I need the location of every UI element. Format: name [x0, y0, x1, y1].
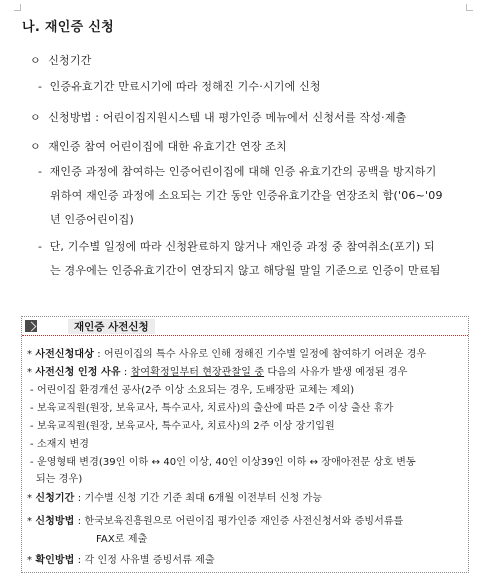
asterisk-marker: * — [27, 493, 33, 504]
bullet-text: 단, 기수별 일정에 따라 신청완료하지 않거나 재인증 과정 중 참여취소(포기) 되 — [49, 240, 435, 253]
box-line-method-cont: FAX로 제출 — [96, 534, 148, 545]
page-corner-mark — [466, 4, 473, 11]
asterisk-marker: * — [27, 516, 33, 527]
bullet-period — [30, 52, 92, 68]
bullet-marker: ㅇ — [30, 54, 41, 67]
note-icon — [25, 320, 37, 332]
extension-detail-5: 는 경우에는 인증유효기간이 연장되지 않고 해당월 말일 기준으로 인증이 만료됨 — [50, 264, 441, 277]
box-line-reason-2: - 보육교직원(원장, 보육교사, 특수교사, 치료사)의 출산에 따른 2주 이상 출산 휴가 — [30, 403, 394, 414]
dash-marker: - — [38, 165, 43, 178]
box-line-period — [27, 489, 322, 504]
asterisk-marker: * — [27, 367, 33, 378]
extension-detail-4 — [38, 238, 435, 254]
asterisk-marker: * — [27, 349, 33, 360]
bullet-method — [30, 109, 407, 125]
box-line-reason-5: - 운영형태 변경(39인 이하 ↔ 40인 이상, 40인 이상39인 이하 ↔ 장애아전문 상호 변동 — [30, 457, 416, 468]
item-label: 확인방법 — [35, 555, 75, 566]
box-line-reason-1: - 어린이집 환경개선 공사(2주 이상 소요되는 경우, 도배장판 교체는 제외) — [30, 385, 355, 396]
box-line-target — [27, 345, 426, 360]
item-text: : 각 인정 사유별 증빙서류 제출 — [74, 555, 215, 566]
extension-detail-3: 년 인증어린이집) — [50, 213, 134, 226]
item-text: : 한국보육진흥원으로 어린이집 평가인증 재인증 사전신청서와 증빙서류를 — [74, 516, 404, 527]
bullet-extension — [30, 138, 287, 154]
bullet-text: 신청기간 — [48, 54, 92, 67]
item-text: : 기수별 신청 기간 기준 최대 6개월 이전부터 신청 가능 — [74, 493, 323, 504]
extension-detail-1 — [38, 163, 436, 179]
box-line-reason-4: - 소재지 변경 — [30, 439, 90, 450]
bullet-marker: ㅇ — [30, 140, 41, 153]
item-text: : 어린이집의 특수 사유로 인해 정해진 기수별 일정에 참여하기 어려운 경우 — [93, 349, 427, 360]
item-label: 사전신청 인정 사유 — [35, 367, 121, 378]
box-line-confirm — [27, 551, 215, 566]
underlined-text: 참여확정일부터 현장관찰일 중 — [130, 367, 265, 378]
box-header — [22, 317, 468, 336]
asterisk-marker: * — [27, 555, 33, 566]
item-text: 다음의 사유가 발생 예정된 경우 — [264, 367, 408, 378]
bullet-marker: ㅇ — [30, 111, 41, 124]
box-line-reason-5-cont: 되는 경우) — [36, 474, 83, 485]
box-title: 재인증 사전신청 — [68, 319, 155, 334]
extension-detail-2: 위하여 재인증 과정에 소요되는 기간 동안 인증유효기간을 연장조치 함('06~'09 — [50, 189, 443, 202]
box-line-reasons — [27, 363, 407, 378]
bullet-text: 재인증 과정에 참여하는 인증어린이집에 대해 인증 유효기간의 공백을 방지하기 — [49, 165, 437, 178]
box-line-reason-3: - 보육교직원(원장, 보육교사, 특수교사, 치료사)의 2주 이상 장기입원 — [30, 421, 335, 432]
bullet-text: 신청방법 : 어린이집지원시스템 내 평가인증 메뉴에서 신청서를 작성·제출 — [48, 111, 407, 124]
pre-application-box — [21, 316, 469, 573]
bullet-text: 재인증 참여 어린이집에 대한 유효기간 연장 조치 — [48, 140, 287, 153]
dash-marker: - — [38, 80, 43, 93]
item-label: 사전신청대상 — [35, 349, 94, 360]
bullet-period-detail — [38, 78, 321, 94]
page-corner-mark — [14, 4, 21, 11]
item-label: 신청방법 — [35, 516, 75, 527]
item-label: 신청기간 — [35, 493, 75, 504]
item-separator: : — [120, 367, 131, 378]
dash-marker: - — [38, 240, 43, 253]
section-title: 나. 재인증 신청 — [22, 20, 115, 35]
bullet-text: 인증유효기간 만료시기에 따라 정해진 기수·시기에 신청 — [49, 80, 321, 93]
box-line-method — [27, 512, 403, 527]
